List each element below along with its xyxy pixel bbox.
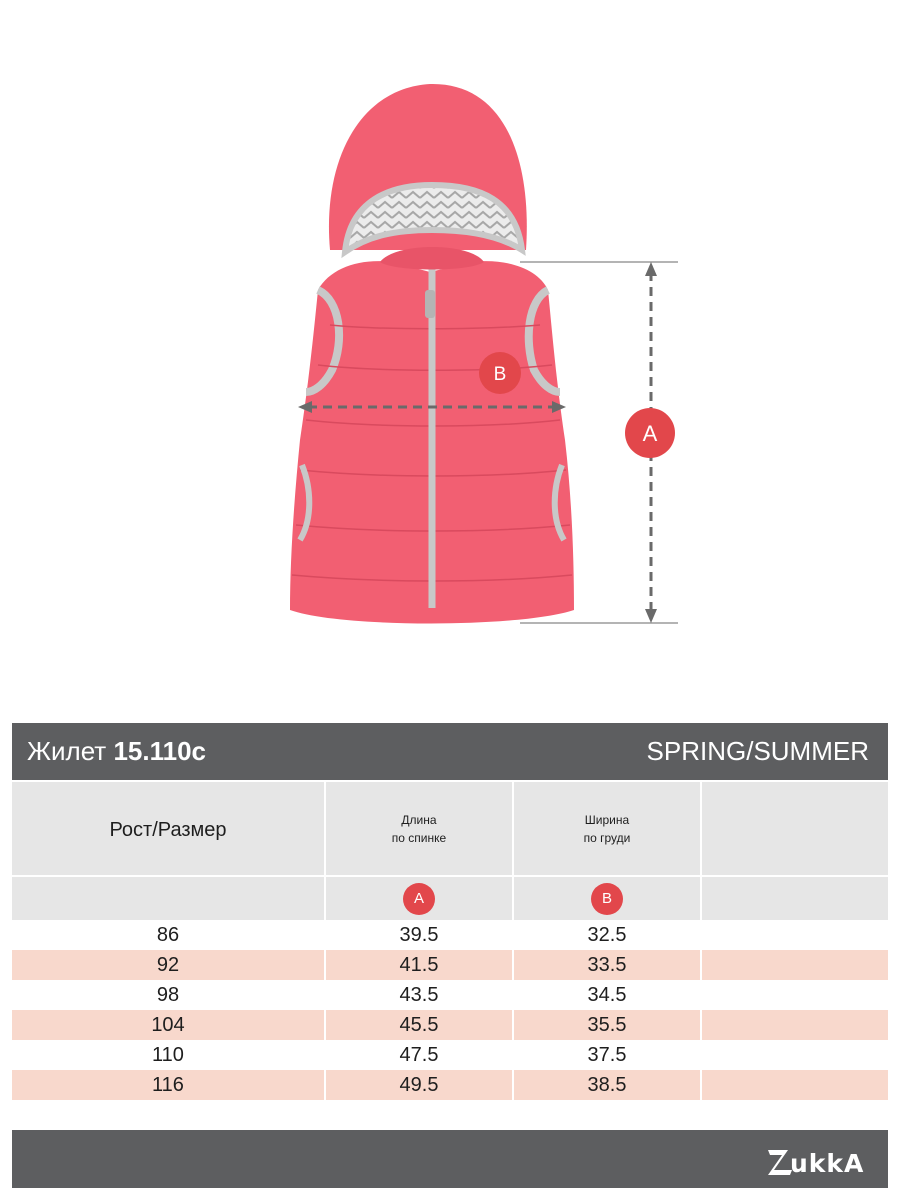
size-table <box>12 782 888 1100</box>
extra-cell <box>702 1070 888 1100</box>
svg-text:A: A <box>642 421 658 446</box>
table-row <box>12 920 888 950</box>
badge-cell-extra <box>702 877 888 920</box>
width-cell: 34.5 <box>514 980 702 1010</box>
length-cell: 45.5 <box>326 1010 514 1040</box>
length-column-header <box>326 782 514 875</box>
brand-name: ukkA <box>790 1149 865 1178</box>
product-name: Жилет <box>27 736 107 766</box>
length-header-line1: Длина <box>401 812 437 827</box>
size-cell: 110 <box>12 1040 326 1070</box>
extra-cell <box>702 920 888 950</box>
title-bar <box>12 723 888 780</box>
length-header-line2: по спинке <box>391 830 447 845</box>
marker-a <box>625 408 675 458</box>
table-row <box>12 1010 888 1040</box>
size-cell: 92 <box>12 950 326 980</box>
width-cell: 32.5 <box>514 920 702 950</box>
size-column-header: Рост/Размер <box>12 782 326 875</box>
product-code: 15.110с <box>113 736 207 766</box>
empty-column-header <box>702 782 888 875</box>
length-badge: A <box>403 883 435 915</box>
length-cell: 47.5 <box>326 1040 514 1070</box>
width-cell: 33.5 <box>514 950 702 980</box>
size-cell: 98 <box>12 980 326 1010</box>
svg-text:B: B <box>493 364 507 385</box>
width-badge: B <box>591 883 623 915</box>
length-cell: 49.5 <box>326 1070 514 1100</box>
extra-cell <box>702 1040 888 1070</box>
season-label: SPRING/SUMMER <box>646 736 869 766</box>
table-row <box>12 1070 888 1100</box>
vest-image <box>290 84 574 624</box>
width-cell: 35.5 <box>514 1010 702 1040</box>
badge-cell-width <box>514 877 702 920</box>
table-row <box>12 980 888 1010</box>
table-row <box>12 950 888 980</box>
table-header-row <box>12 782 888 877</box>
badge-cell-empty <box>12 877 326 920</box>
length-cell: 43.5 <box>326 980 514 1010</box>
size-cell: 116 <box>12 1070 326 1100</box>
product-title <box>27 736 206 767</box>
width-header-line2: по груди <box>583 830 631 845</box>
marker-b <box>479 352 521 394</box>
size-cell: 86 <box>12 920 326 950</box>
table-badge-row <box>12 877 888 920</box>
width-cell: 38.5 <box>514 1070 702 1100</box>
length-cell: 39.5 <box>326 920 514 950</box>
size-cell: 104 <box>12 1010 326 1040</box>
extra-cell <box>702 950 888 980</box>
width-column-header <box>514 782 702 875</box>
width-header-line1: Ширина <box>584 812 630 827</box>
badge-cell-length <box>326 877 514 920</box>
extra-cell <box>702 980 888 1010</box>
width-cell: 37.5 <box>514 1040 702 1070</box>
length-cell: 41.5 <box>326 950 514 980</box>
table-row <box>12 1040 888 1070</box>
footer-bar <box>12 1130 888 1188</box>
extra-cell <box>702 1010 888 1040</box>
brand-logo <box>766 1146 874 1178</box>
